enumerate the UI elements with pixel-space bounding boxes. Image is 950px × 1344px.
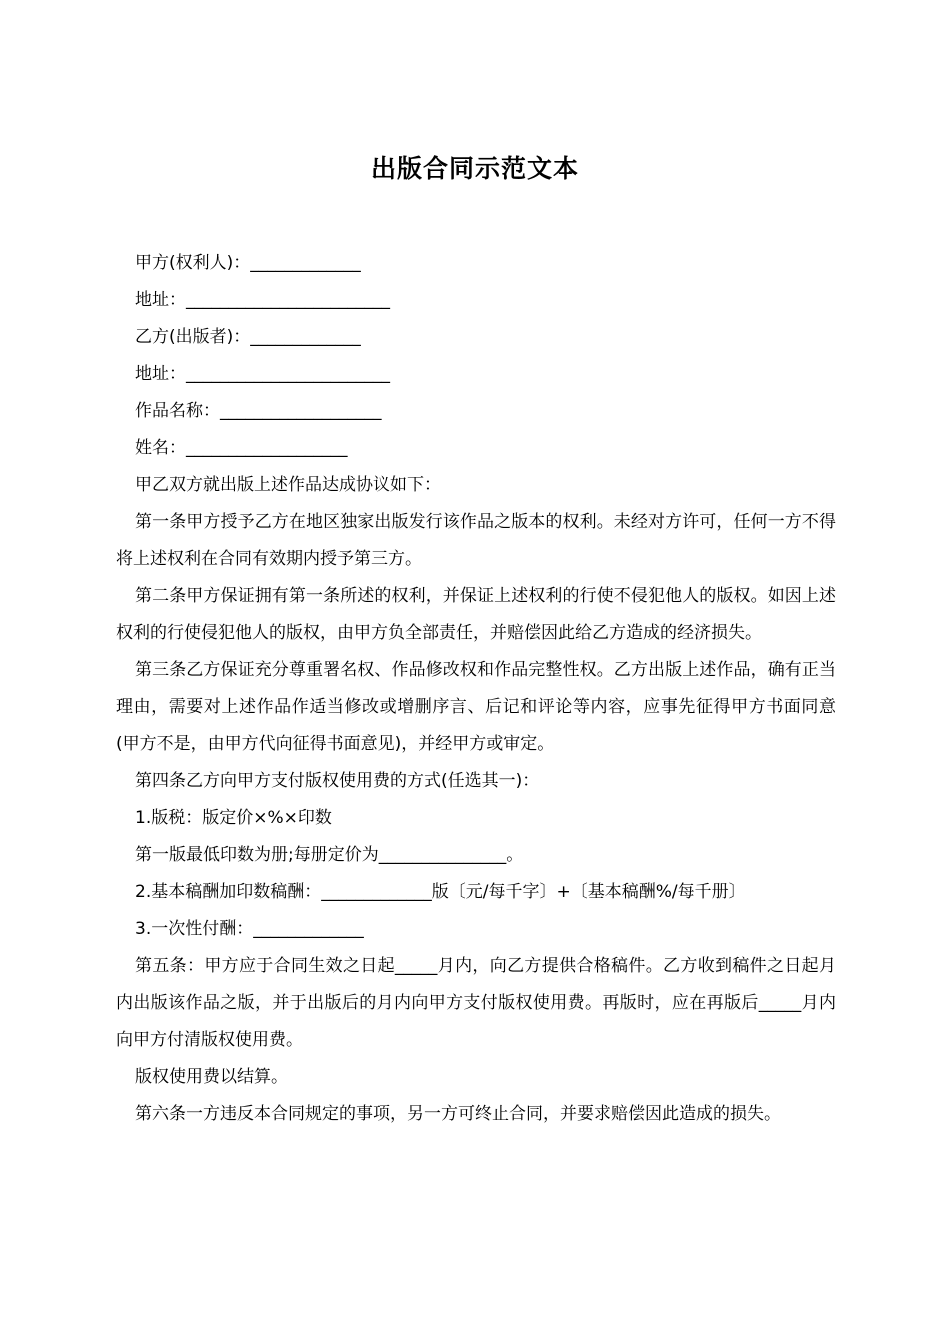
party-a-field: 甲方(权利人)：_____________ <box>135 253 361 273</box>
party-b-field: 乙方(出版者)：_____________ <box>135 327 361 347</box>
article-5: 第五条：甲方应于合同生效之日起_____月内，向乙方提供合格稿件。乙方收到稿件之日起月内出版该作品之版，并于出版后的月内向甲方支付版权使用费。再版时，应在再版后_____月内向甲方付清版权使用费。 <box>116 956 836 1050</box>
payment-option-1: 1.版税：版定价×%×印数 <box>135 808 332 828</box>
royalty-settlement: 版权使用费以结算。 <box>135 1067 288 1087</box>
work-title-field: 作品名称：___________________ <box>135 401 382 421</box>
payment-option-3: 3.一次性付酬：_____________ <box>135 919 364 939</box>
document-title: 出版合同示范文本 <box>370 153 579 183</box>
party-a-address-field: 地址：________________________ <box>135 290 390 310</box>
first-edition-print-run: 第一版最低印数为册;每册定价为_______________。 <box>135 845 524 865</box>
article-6: 第六条一方违反本合同规定的事项，另一方可终止合同，并要求赔偿因此造成的损失。 <box>135 1104 781 1124</box>
article-3: 第三条乙方保证充分尊重署名权、作品修改权和作品完整性权。乙方出版上述作品，确有正当理由，需要对上述作品作适当修改或增删序言、后记和评论等内容，应事先征得甲方书面同意(甲方不是，由甲方代向征得书面意见)，并经甲方或审定。 <box>116 660 836 754</box>
article-4: 第四条乙方向甲方支付版权使用费的方式(任选其一)： <box>135 771 540 791</box>
agreement-intro: 甲乙双方就出版上述作品达成协议如下： <box>135 475 441 495</box>
document-body <box>116 245 836 1133</box>
name-field: 姓名：___________________ <box>135 438 348 458</box>
payment-option-2: 2.基本稿酬加印数稿酬：_____________版〔元/每千字〕+〔基本稿酬%/每千册〕 <box>135 882 746 902</box>
article-2: 第二条甲方保证拥有第一条所述的权利，并保证上述权利的行使不侵犯他人的版权。如因上述权利的行使侵犯他人的版权，由甲方负全部责任，并赔偿因此给乙方造成的经济损失。 <box>116 586 836 643</box>
article-1: 第一条甲方授予乙方在地区独家出版发行该作品之版本的权利。未经对方许可，任何一方不得将上述权利在合同有效期内授予第三方。 <box>116 512 836 569</box>
party-b-address-field: 地址：________________________ <box>135 364 390 384</box>
